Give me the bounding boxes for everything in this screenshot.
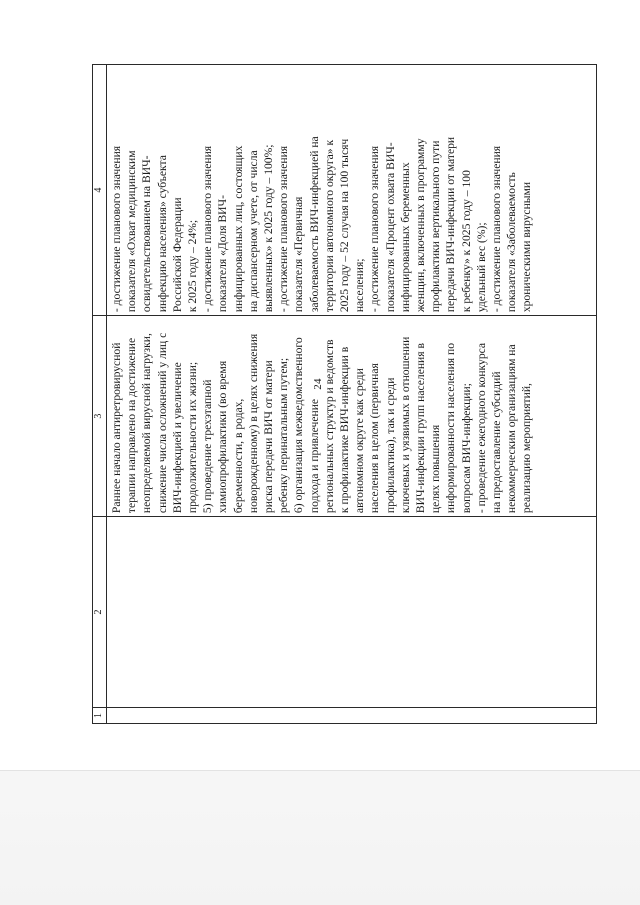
text-line: химиопрофилактики (во время [216, 360, 230, 514]
text-line: выявленных» к 2025 году – 100%; [262, 144, 276, 313]
program-table [92, 64, 597, 724]
text-line: снижение числа осложнений у лиц с [155, 332, 169, 514]
text-line: ключевых и уязвимых в отношении [398, 336, 412, 514]
text-line: профилактики вертикального пути [429, 140, 443, 313]
text-line: региональных структур и ведомств [322, 339, 336, 514]
text-line: профилактика), так и среди [383, 377, 397, 514]
text-line: продолжительности их жизни; [186, 361, 200, 514]
text-line: передачи ВИЧ-инфекции от матери [444, 136, 458, 313]
text-line: показателя «Доля ВИЧ- [216, 195, 230, 313]
text-line: к 2025 году – 24%; [186, 219, 200, 313]
text-line: реализацию мероприятий, [520, 383, 534, 514]
text-line: терапии направлено на достижение [125, 337, 139, 514]
text-line: показателя «Охват медицинским [125, 150, 139, 313]
text-line: на предоставление субсидий [490, 371, 504, 514]
column-1-cell [107, 707, 597, 723]
column-2-cell [107, 517, 597, 708]
page-number: 24 [312, 378, 324, 390]
text-line: неопределяемой вирусной нагрузки, [140, 333, 154, 514]
text-line: - достижение планового значения [277, 145, 291, 313]
text-line: вопросам ВИЧ-инфекции; [459, 383, 473, 514]
text-line: населения в целом (первичная [368, 363, 382, 514]
text-line: - достижение планового значения [110, 145, 123, 313]
column-number-3: 3 [93, 316, 107, 517]
text-line: на диспансерном учете, от числа [246, 150, 260, 313]
text-line: ВИЧ-инфекции групп населения в [414, 343, 428, 514]
text-line: новорожденному) в целях снижения [246, 333, 260, 514]
text-line: показателя «Заболеваемость [505, 172, 519, 313]
column-4-cell [107, 65, 597, 316]
text-line: информированности населения по [444, 342, 458, 514]
text-line: удельный вес (%); [474, 222, 488, 313]
text-line: целях повышения [429, 424, 443, 514]
text-line: - проведение ежегодного конкурса [474, 342, 488, 514]
text-line: 2025 году – 52 случая на 100 тысяч [338, 138, 352, 313]
text-line: женщин, включенных в программу [414, 138, 428, 313]
text-line: показателя «Первичная [292, 196, 306, 313]
rotated-document-table [92, 64, 597, 724]
text-line: территории автономного округа» к [322, 139, 336, 313]
text-line: населения; [353, 258, 367, 313]
text-line: ребенку перинатальным путем; [277, 357, 291, 514]
text-line: к ребенку» к 2025 году – 100 [459, 170, 473, 313]
column-number-row [93, 65, 107, 724]
column-number-2: 2 [93, 517, 107, 708]
text-line: - достижение планового значения [490, 145, 504, 313]
text-line: подхода и привлечение [307, 398, 321, 514]
text-line: инфицированных беременных [398, 162, 412, 313]
text-line: беременности, в родах, [231, 398, 245, 514]
text-line: риска передачи ВИЧ от матери [262, 360, 276, 514]
text-line: инфекцию населения» субъекта [155, 155, 169, 313]
text-line: инфицированных лиц, состоящих [231, 145, 245, 313]
text-line: Российской Федерации [170, 197, 184, 313]
content-row [107, 65, 597, 724]
column-number-4: 4 [93, 65, 107, 316]
text-line: 5) проведение трехэтапной [201, 379, 215, 514]
text-line: некоммерческим организациям на [505, 344, 519, 514]
text-line: ВИЧ-инфекцией и увеличение [170, 362, 184, 514]
text-line: 6) организация межведомственного [292, 337, 306, 514]
text-line: автономном округе как среди [353, 368, 367, 514]
text-line: показателя «Процент охвата ВИЧ- [383, 142, 397, 313]
text-line: - достижение планового значения [368, 145, 382, 313]
text-line: хроническими вирусными [520, 181, 534, 313]
text-line: освидетельствованием на ВИЧ- [140, 155, 154, 313]
text-line: к профилактике ВИЧ-инфекции в [338, 346, 352, 514]
text-line: заболеваемость ВИЧ-инфекцией на [307, 136, 321, 313]
column-3-cell [107, 316, 597, 517]
text-line: - достижение планового значения [201, 145, 215, 313]
text-line: Раннее начало антиретровирусной [110, 342, 123, 514]
column-number-1: 1 [93, 707, 107, 723]
